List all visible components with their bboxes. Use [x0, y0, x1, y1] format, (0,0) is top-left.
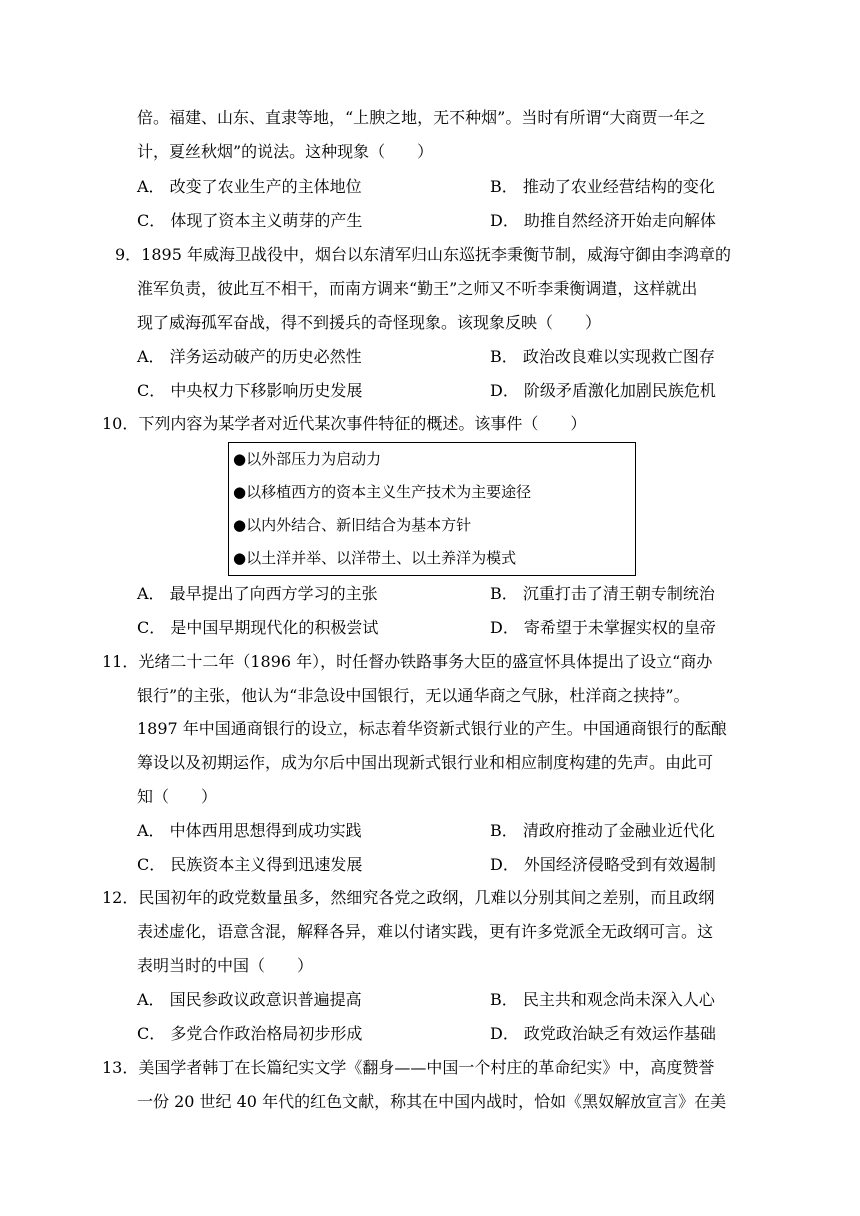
- q11-stem-line-2: 银行”的主张，他认为“非急设中国银行，无以通华商之气脉，杜洋商之挟持”。: [137, 686, 690, 705]
- q9-stem-line-1: 9．1895 年威海卫战役中，烟台以东清军归山东巡抚李秉衡节制，威海守御由李鸿章的: [115, 245, 731, 264]
- q10-option-b: B． 沉重打击了清王朝专制统治: [490, 584, 715, 603]
- q12-option-d: D． 政党政治缺乏有效运作基础: [490, 1024, 716, 1043]
- q10-box-item-text: 以外部压力为启动力: [246, 450, 382, 468]
- q9-stem-line-3: 现了威海孤军奋战，得不到援兵的奇怪现象。该现象反映（ ）: [137, 313, 602, 332]
- q9-option-b: B． 政治改良难以实现救亡图存: [490, 347, 715, 366]
- q12-stem-line-2: 表述虚化，语意含混，解释各异，难以付诸实践，更有许多党派全无政纲可言。这: [137, 922, 714, 941]
- q12-stem-line-1: 12．民国初年的政党数量虽多，然细究各党之政纲，几难以分别其间之差别，而且政纲: [102, 888, 715, 907]
- q12-stem-line-3: 表明当时的中国（ ）: [137, 956, 314, 975]
- q9-stem-line-2: 淮军负责，彼此互不相干，而南方调来“勤王”之师又不听李秉衡调遣，这样就出: [137, 279, 698, 298]
- q9-option-c: C． 中央权力下移影响历史发展: [137, 381, 363, 400]
- q13-stem-line-1: 13．美国学者韩丁在长篇纪实文学《翻身——中国一个村庄的革命纪实》中，高度赞誉: [102, 1058, 715, 1077]
- q10-box-item: [233, 449, 381, 469]
- q10-box-item-text: 以内外结合、新旧结合为基本方针: [246, 516, 472, 534]
- q8-stem-line-1: 倍。福建、山东、直隶等地，“上腴之地，无不种烟”。当时有所谓“大商贾一年之: [137, 108, 706, 127]
- q10-option-a: A． 最早提出了向西方学习的主张: [137, 584, 378, 603]
- q10-box-item: [233, 482, 531, 502]
- q10-box-item: [233, 548, 516, 568]
- q11-option-d: D． 外国经济侵略受到有效遏制: [490, 855, 716, 874]
- q12-option-a: A． 国民参政议政意识普遍提高: [137, 990, 362, 1009]
- q10-feature-box: [228, 442, 636, 576]
- q10-option-c: C． 是中国早期现代化的积极尝试: [137, 618, 379, 637]
- q11-stem-line-5: 知（ ）: [137, 787, 218, 806]
- q11-option-c: C． 民族资本主义得到迅速发展: [137, 855, 363, 874]
- q10-option-d: D． 寄希望于未掌握实权的皇帝: [490, 618, 716, 637]
- q11-stem-line-4: 筹设以及初期运作，成为尔后中国出现新式银行业和相应制度构建的先声。由此可: [137, 753, 714, 772]
- bullet-icon: ●: [233, 516, 247, 534]
- q12-option-b: B． 民主共和观念尚未深入人心: [490, 990, 715, 1009]
- q8-option-d: D． 助推自然经济开始走向解体: [490, 211, 716, 230]
- q13-stem-line-2: 一份 20 世纪 40 年代的红色文献，称其在中国内战时，恰如《黑奴解放宣言》在美: [137, 1092, 727, 1111]
- q8-option-b: B． 推动了农业经营结构的变化: [490, 177, 715, 196]
- q10-stem-line-1: 10．下列内容为某学者对近代某次事件特征的概述。该事件（ ）: [102, 414, 587, 433]
- bullet-icon: ●: [233, 450, 247, 468]
- q10-box-item: [233, 515, 471, 535]
- q10-box-item-text: 以土洋并举、以洋带土、以土养洋为模式: [246, 549, 517, 567]
- q10-box-item-text: 以移植西方的资本主义生产技术为主要途径: [246, 483, 532, 501]
- bullet-icon: ●: [233, 483, 247, 501]
- q8-option-c: C． 体现了资本主义萌芽的产生: [137, 211, 363, 230]
- q11-option-b: B． 清政府推动了金融业近代化: [490, 821, 715, 840]
- q11-stem-line-3: 1897 年中国通商银行的设立，标志着华资新式银行业的产生。中国通商银行的酝酿: [137, 719, 727, 738]
- q8-option-a: A． 改变了农业生产的主体地位: [137, 177, 362, 196]
- q11-option-a: A． 中体西用思想得到成功实践: [137, 821, 362, 840]
- q9-option-d: D． 阶级矛盾激化加剧民族危机: [490, 381, 716, 400]
- bullet-icon: ●: [233, 549, 247, 567]
- q9-option-a: A． 洋务运动破产的历史必然性: [137, 347, 362, 366]
- q12-option-c: C． 多党合作政治格局初步形成: [137, 1024, 363, 1043]
- q11-stem-line-1: 11．光绪二十二年（1896 年），时任督办铁路事务大臣的盛宣怀具体提出了设立“商办: [102, 652, 713, 671]
- q8-stem-line-2: 计，夏丝秋烟”的说法。这种现象（ ）: [137, 142, 434, 161]
